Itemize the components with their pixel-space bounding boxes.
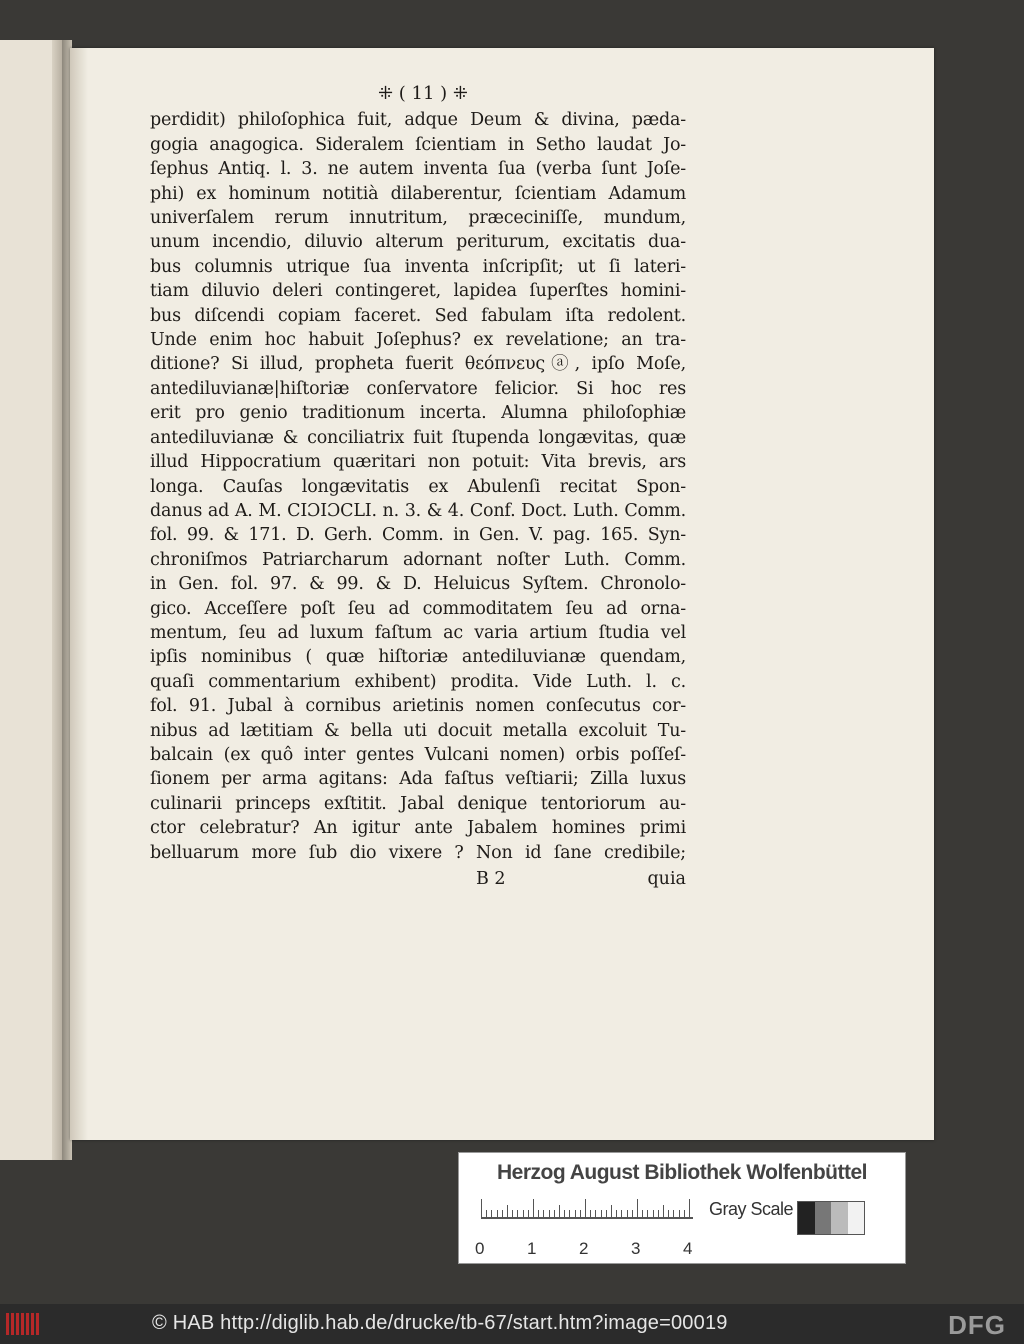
page-text — [150, 82, 686, 893]
ruler-tick — [549, 1210, 550, 1217]
ruler-tick — [679, 1210, 680, 1217]
text-line: belluarum more ſub dio vixere ? Non id ſane credibile; — [150, 842, 686, 863]
text-line: antediluvianæ|hiſtoriæ conſervatore felicior. Si hoc res — [150, 378, 686, 399]
ruler-tick — [481, 1199, 482, 1217]
text-line: unum incendio, diluvio alterum periturum, excitatis dua- — [150, 232, 686, 253]
text-line: ſionem per arma agitans: Ada faſtus veſtiarii; Zilla luxus — [150, 769, 686, 790]
ruler-tick — [684, 1210, 685, 1217]
ruler-tick — [512, 1210, 513, 1217]
ruler-tick — [621, 1210, 622, 1217]
ruler-tick — [595, 1210, 596, 1217]
source-url[interactable]: © HAB http://diglib.hab.de/drucke/tb-67/start.htm?image=00019 — [152, 1312, 728, 1334]
ruler-tick — [502, 1210, 503, 1217]
ruler-tick — [637, 1199, 638, 1217]
ruler-tick — [606, 1210, 607, 1217]
ruler-tick — [507, 1205, 508, 1217]
catchword: quia — [647, 869, 686, 889]
ruler-tick — [689, 1199, 690, 1217]
ruler-tick — [575, 1210, 576, 1217]
text-line: quaſi commentarium exhibent) prodita. Vide Luth. l. c. — [150, 671, 686, 692]
ruler-label: 2 — [579, 1239, 589, 1258]
ruler-tick — [642, 1210, 643, 1217]
text-line: gico. Acceſſere poſt ſeu ad commoditatem ſeu ad orna- — [150, 598, 686, 619]
text-line: chroniſmos Patriarcharum adornant noſter Luth. Comm. — [150, 549, 686, 570]
ruler-tick — [663, 1205, 664, 1217]
ruler-tick — [533, 1199, 534, 1217]
ruler-tick — [528, 1210, 529, 1217]
gray-scale-label: Gray Scale — [709, 1199, 794, 1219]
ruler-tick — [673, 1210, 674, 1217]
text-line: ſephus Antiq. l. 3. ne autem inventa ſua (verba ſunt Joſe- — [150, 159, 686, 180]
text-line: illud Hippocratium quæritari non potuit: Vita brevis, ars — [150, 452, 686, 473]
text-line: balcain (ex quô inter gentes Vulcani nomen) orbis poſſeſ- — [150, 744, 686, 765]
viewer-footer — [0, 1304, 1024, 1344]
text-line: ditione? Si illud, propheta fuerit θεόπνευςⓐ, ipſo Moſe, — [150, 354, 686, 375]
ruler-tick — [616, 1210, 617, 1217]
ruler-tick — [632, 1210, 633, 1217]
ruler-tick — [569, 1210, 570, 1217]
text-line: bus columnis utrique ſua inventa inſcripſit; ut ſi lateri- — [150, 256, 686, 277]
ruler-label: 1 — [527, 1239, 537, 1258]
ruler-tick — [668, 1210, 669, 1217]
ruler-tick — [486, 1210, 487, 1217]
ruler-tick — [601, 1210, 602, 1217]
ruler-label: 3 — [631, 1239, 641, 1258]
ruler-tick — [585, 1199, 586, 1217]
text-line: nibus ad lætitiam & bella uti docuit metalla excoluit Tu- — [150, 720, 686, 741]
text-line: gogia anagogica. Sideralem ſcientiam in Setho laudat Jo- — [150, 134, 686, 155]
gray-patch — [831, 1202, 848, 1234]
ruler-tick — [497, 1210, 498, 1217]
ruler-tick — [543, 1210, 544, 1217]
ruler-tick — [523, 1210, 524, 1217]
text-line: danus ad A. M. CIƆIƆCLI. n. 3. & 4. Conf. Doct. Luth. Comm. — [150, 500, 686, 521]
dfg-logo: DFG — [948, 1310, 1006, 1340]
text-line: in Gen. fol. 97. & 99. & D. Heluicus Syſtem. Chronolo- — [150, 574, 686, 595]
ruler-tick — [517, 1210, 518, 1217]
text-line: univerſalem rerum innutritum, præceciniſſe, mundum, — [150, 208, 686, 229]
scale-ruler — [481, 1199, 693, 1233]
ruler-tick — [538, 1210, 539, 1217]
text-line: mentum, ſeu ad luxum faſtum ac varia artium ſtudia vel — [150, 622, 686, 643]
ruler-tick — [627, 1210, 628, 1217]
text-line: ipſis nominibus ( quæ hiſtoriæ antediluvianæ quendam, — [150, 647, 686, 668]
ruler-tick — [611, 1205, 612, 1217]
gray-patch — [815, 1202, 832, 1234]
page-footer — [150, 867, 686, 893]
ruler-tick — [554, 1210, 555, 1217]
gray-scale-patches — [797, 1201, 865, 1235]
text-line: fol. 99. & 171. D. Gerh. Comm. in Gen. V. pag. 165. Syn- — [150, 525, 686, 546]
facing-page-edge — [0, 40, 62, 1160]
ruler-tick — [580, 1210, 581, 1217]
color-card — [458, 1152, 906, 1264]
gray-patch — [798, 1202, 815, 1234]
text-line: longa. Cauſas longævitatis ex Abulenſi recitat Spon- — [150, 476, 686, 497]
text-line: Unde enim hoc habuit Joſephus? ex revelatione; an tra- — [150, 330, 686, 351]
gray-patch — [848, 1202, 865, 1234]
page-header: ⁜ ( 11 ) ⁜ — [378, 83, 468, 104]
card-title: Herzog August Bibliothek Wolfenbüttel — [497, 1161, 867, 1184]
ruler-label: 0 — [475, 1239, 485, 1258]
ruler-tick — [653, 1210, 654, 1217]
signature-mark: B 2 — [476, 869, 506, 889]
ruler-tick — [564, 1210, 565, 1217]
ruler-tick — [491, 1210, 492, 1217]
text-line: erit pro genio traditionum incerta. Alumna philoſophiæ — [150, 403, 686, 424]
text-line: phi) ex hominum notitià dilaberentur, ſcientiam Adamum — [150, 183, 686, 204]
text-line: tiam diluvio deleri contingeret, lapidea ſuperſtes homini- — [150, 281, 686, 302]
ruler-tick — [590, 1210, 591, 1217]
text-line: perdidit) philoſophica fuit, adque Deum & divina, pæda- — [150, 110, 686, 131]
text-body — [150, 108, 686, 865]
text-line: antediluvianæ & conciliatrix fuit ſtupenda longævitas, quæ — [150, 427, 686, 448]
ruler-tick — [658, 1210, 659, 1217]
text-line: bus diſcendi copiam faceret. Sed fabulam iſta redolent. — [150, 305, 686, 326]
ruler-tick — [559, 1205, 560, 1217]
ruler-tick — [647, 1210, 648, 1217]
hab-logo-icon — [6, 1313, 42, 1335]
ruler-label: 4 — [683, 1239, 693, 1258]
text-line: fol. 91. Jubal à cornibus arietinis nomen conſecutus cor- — [150, 696, 686, 717]
text-line: culinarii princeps exſtitit. Jabal denique tentoriorum au- — [150, 793, 686, 814]
text-line: ctor celebratur? An igitur ante Jabalem homines primi — [150, 818, 686, 839]
